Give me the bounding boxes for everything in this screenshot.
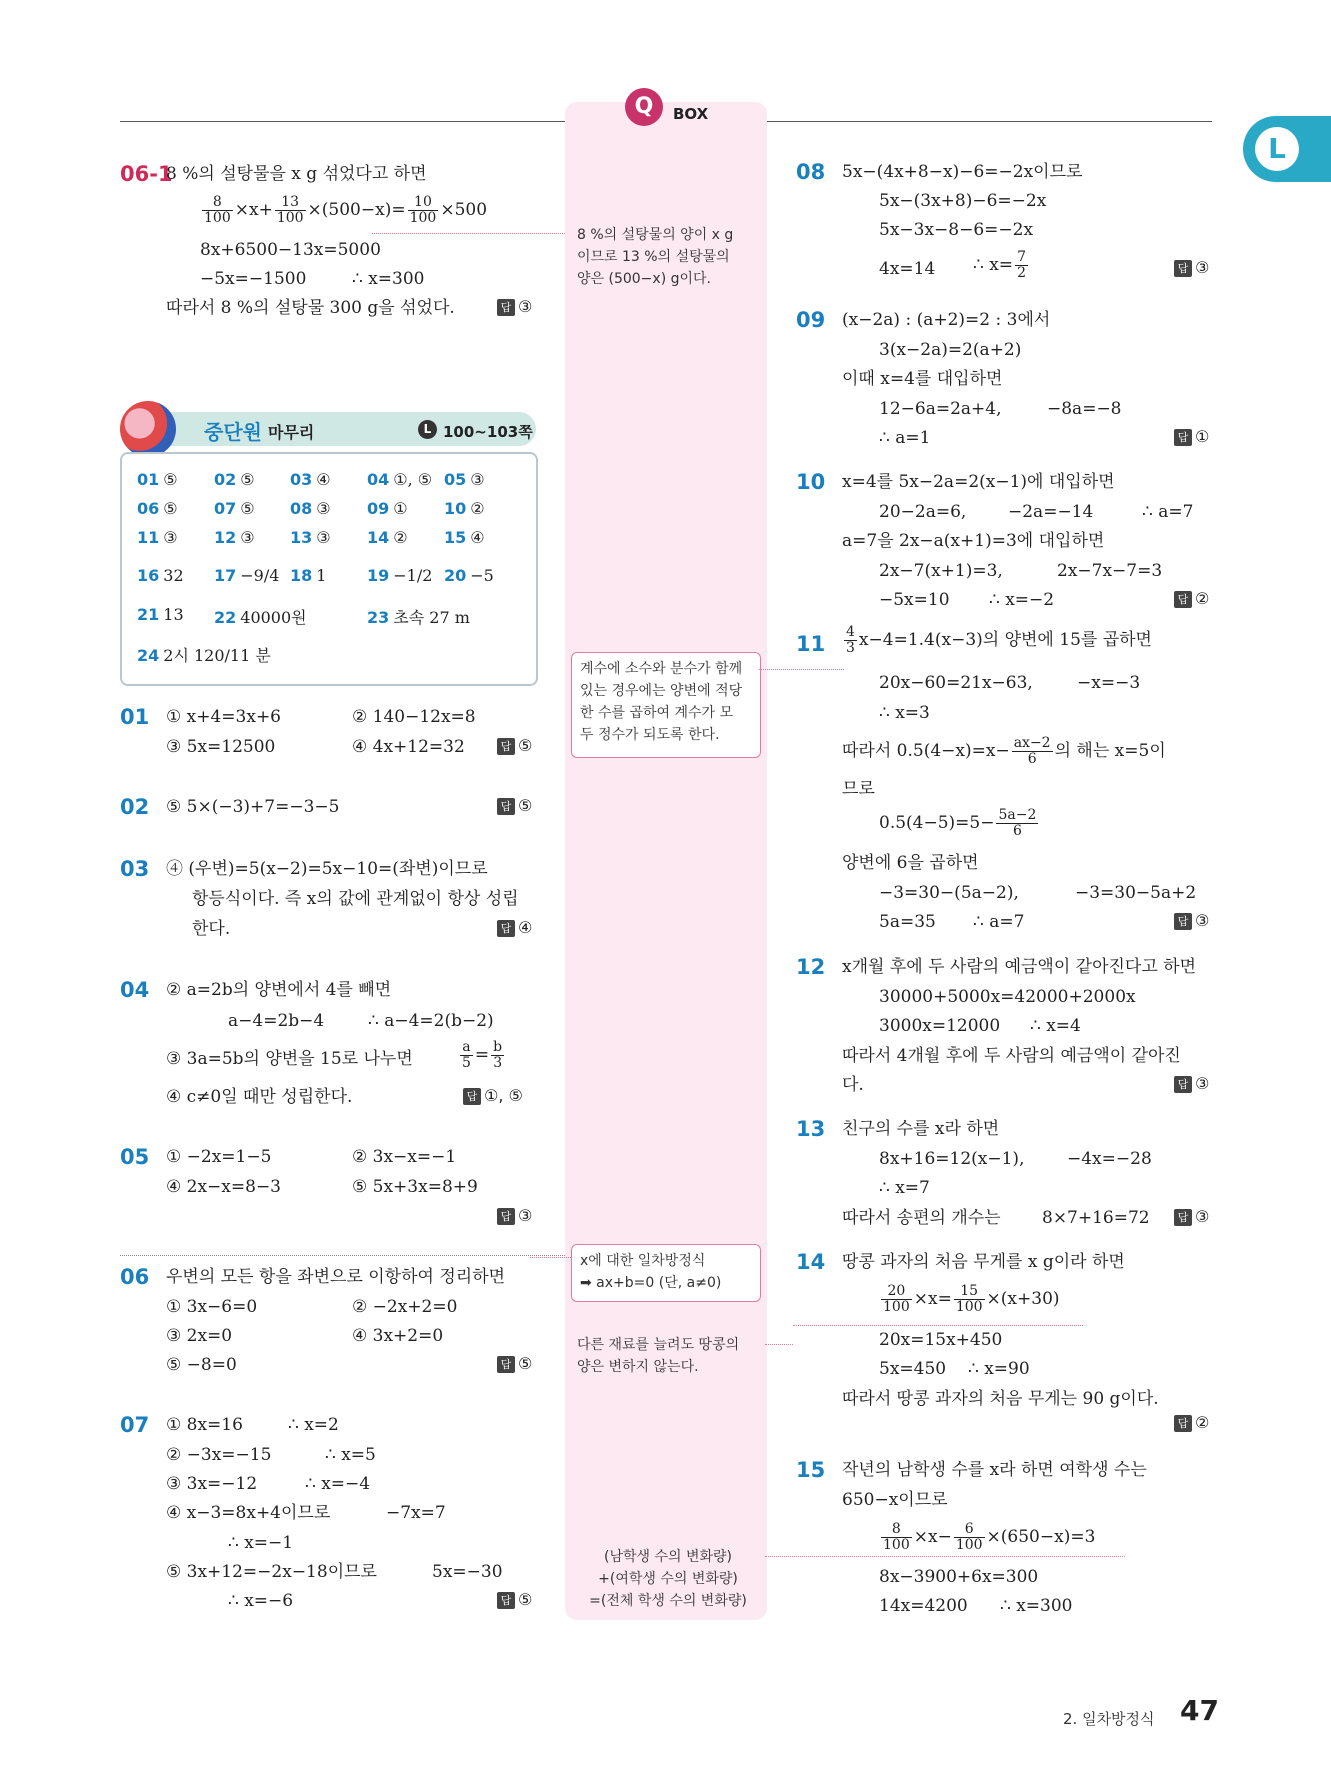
answer-mark: 답 ③ — [1174, 258, 1209, 277]
text-line: x개월 후에 두 사람의 예금액이 같아진다고 하면 — [842, 957, 1197, 977]
text-line: ① −2x=1−5 — [166, 1147, 272, 1167]
text-line: ∴ x=−1 — [228, 1533, 294, 1553]
text-line: ∴ a−4=2(b−2) — [368, 1011, 494, 1031]
text-line: 5x−(3x+8)−6=−2x — [879, 191, 1047, 211]
answer-mark: 답 ⑤ — [497, 1590, 532, 1609]
summary-item: 09 ① — [367, 499, 408, 518]
answer-mark: 답 ② — [1174, 1413, 1209, 1432]
summary-subtitle: 마무리 — [268, 423, 315, 442]
page-number: 47 — [1180, 1694, 1219, 1727]
text-line: ④ 3x+2=0 — [352, 1326, 444, 1346]
problem-number: 14 — [796, 1250, 826, 1274]
problem-number: 13 — [796, 1117, 826, 1141]
problem-number: 06 — [120, 1265, 150, 1289]
text-line: 5x−3x−8−6=−2x — [879, 220, 1034, 240]
text-line: ② −2x+2=0 — [352, 1297, 458, 1317]
text-line: −5x=10 — [879, 590, 950, 610]
answer-mark: 답 ③ — [497, 1206, 532, 1225]
text-line: ③ 5x=12500 — [166, 737, 276, 757]
side-tab-letter: L — [1255, 127, 1299, 171]
text-line: 20x=15x+450 — [879, 1330, 1003, 1350]
text-line: −7x=7 — [386, 1503, 446, 1523]
summary-item: 08 ③ — [290, 499, 331, 518]
header-rule-left — [120, 121, 565, 122]
summary-item: 07 ⑤ — [214, 499, 255, 518]
text-line: ③ 3a=5b의 양변을 15로 나누면 — [166, 1049, 413, 1069]
text-line: 친구의 수를 x라 하면 — [842, 1119, 1000, 1139]
text-line: ∴ x=−2 — [989, 590, 1055, 610]
summary-title: 중단원 — [204, 420, 262, 444]
text-line: x=4를 5x−2a=2(x−1)에 대입하면 — [842, 472, 1115, 492]
header-rule-right — [767, 121, 1212, 122]
equation-fraction: $\frac{a}{5}$ = $\frac{b}{3}$ — [462, 1039, 503, 1071]
equation-fraction: 0.5(4−5)=5− $\frac{5a-2}{6}$ — [879, 807, 1037, 839]
text-line: a−4=2b−4 — [228, 1011, 325, 1031]
text-line: 12−6a=2a+4, — [879, 399, 1002, 419]
problem-number: 11 — [796, 632, 826, 656]
text-line: ∴ x=7 — [879, 1178, 930, 1198]
text-line: ④ (우변)=5(x−2)=5x−10=(좌변)이므로 — [166, 859, 488, 879]
text-line: −4x=−28 — [1067, 1149, 1152, 1169]
problem-number: 04 — [120, 978, 150, 1002]
text-line: ⑤ 3x+12=−2x−18이므로 — [166, 1562, 377, 1582]
equation-fraction: $\frac{8}{100}$ ×x+ $\frac{13}{100}$ ×(500−x)= $\frac{10}{100}$ ×500 — [204, 194, 488, 226]
summary-item: 12 ③ — [214, 528, 255, 547]
qbox-note: 계수에 소수와 분수가 함께 있는 경우에는 양변에 적당 한 수를 곱하여 계수가 모 두 정수가 되도록 한다. — [580, 661, 743, 743]
problem-number: 10 — [796, 470, 826, 494]
summary-item: 10 ② — [444, 499, 485, 518]
text-line: 항등식이다. 즉 x의 값에 관계없이 항상 성립 — [192, 889, 519, 909]
text-line: ∴ a=1 — [879, 428, 931, 448]
text-line: 양변에 6을 곱하면 — [842, 853, 979, 873]
text-line: 5x=450 — [879, 1359, 947, 1379]
problem-number: 09 — [796, 308, 826, 332]
text-line: ∴ x=4 — [1030, 1016, 1081, 1036]
qbox-q-icon: Q — [625, 88, 663, 126]
summary-item: 14 ② — [367, 528, 408, 547]
text-line: 3(x−2a)=2(a+2) — [879, 340, 1022, 360]
text-line: 5x=−30 — [432, 1562, 503, 1582]
leader-line — [765, 1556, 1125, 1557]
text-line: ② 3x−x=−1 — [352, 1147, 457, 1167]
text-line: ① 8x=16 — [166, 1415, 243, 1435]
summary-item: 18 1 — [290, 566, 327, 585]
text-line: 14x=4200 — [879, 1596, 968, 1616]
problem-number: 01 — [120, 705, 150, 729]
summary-item: 02 ⑤ — [214, 470, 255, 489]
text-line: −2a=−14 — [1008, 502, 1094, 522]
text-line: ∴ x=5 — [325, 1445, 376, 1465]
summary-item: 20 −5 — [444, 566, 494, 585]
text-line: ① x+4=3x+6 — [166, 707, 281, 727]
text-line: −3=30−(5a−2), — [879, 883, 1019, 903]
answer-mark: 답 ①, ⑤ — [463, 1086, 523, 1105]
text-line: −x=−3 — [1077, 673, 1141, 693]
text-line: 20−2a=6, — [879, 502, 967, 522]
text-line: ③ 2x=0 — [166, 1326, 233, 1346]
problem-number: 05 — [120, 1145, 150, 1169]
problem-number: 08 — [796, 160, 826, 184]
text-line: 8 %의 설탕물을 x g 섞었다고 하면 — [166, 164, 427, 184]
text-line: 8x−3900+6x=300 — [879, 1567, 1039, 1587]
text-line: ∴ x=2 — [288, 1415, 339, 1435]
answer-mark: 답 ⑤ — [497, 796, 532, 815]
text-line: ∴ a=7 — [973, 912, 1025, 932]
text-line: 30000+5000x=42000+2000x — [879, 987, 1136, 1007]
summary-item: 19 −1/2 — [367, 566, 433, 585]
text-line: 한다. — [192, 919, 231, 939]
equation-fraction: ∴ x= $\frac{7}{2}$ — [973, 249, 1026, 281]
text-line: −3=30−5a+2 — [1075, 883, 1197, 903]
text-line: −8a=−8 — [1047, 399, 1122, 419]
summary-item: 17 −9/4 — [214, 566, 280, 585]
text-line: ∴ x=3 — [879, 703, 930, 723]
text-line: 므로 — [842, 779, 875, 799]
summary-item: 23 초속 27 m — [367, 608, 470, 627]
answer-mark: 답 ③ — [1174, 1074, 1209, 1093]
text-line: −5x=−1500 — [200, 269, 307, 289]
text-line: (x−2a) : (a+2)=2 : 3에서 — [842, 310, 1051, 330]
text-line: ⑤ −8=0 — [166, 1355, 237, 1375]
text-line: 20x−60=21x−63, — [879, 673, 1033, 693]
answer-mark: 답 ⑤ — [497, 736, 532, 755]
answer-mark: 답 ② — [1174, 589, 1209, 608]
summary-item: 15 ④ — [444, 528, 485, 547]
leader-line — [759, 669, 844, 670]
equation-fraction: $\frac{8}{100}$ ×x− $\frac{6}{100}$ ×(650−x)=3 — [883, 1521, 1096, 1553]
leader-line — [372, 233, 565, 234]
summary-item: 13 ③ — [290, 528, 331, 547]
text-line: ∴ a=7 — [1142, 502, 1194, 522]
text-line: 따라서 땅콩 과자의 처음 무게는 90 g이다. — [842, 1389, 1159, 1409]
text-line: 8x+16=12(x−1), — [879, 1149, 1025, 1169]
answer-mark: 답 ⑤ — [497, 1354, 532, 1373]
qbox-note: 8 %의 설탕물의 양이 x g 이므로 13 %의 설탕물의 양은 (500−x) g이다. — [577, 227, 734, 287]
qbox-note: (남학생 수의 변화량) +(여학생 수의 변화량) =(전체 학생 수의 변화량) — [589, 1549, 747, 1609]
text-line: 따라서 4개월 후에 두 사람의 예금액이 같아진 — [842, 1046, 1181, 1066]
summary-item: 21 13 — [137, 605, 184, 624]
text-line: 다. — [842, 1075, 864, 1095]
text-line: ∴ x=−4 — [305, 1474, 371, 1494]
qbox-note: 다른 재료를 늘려도 땅콩의 양은 변하지 않는다. — [577, 1337, 740, 1375]
summary-item: 03 ④ — [290, 470, 331, 489]
l-page-icon: L — [418, 420, 437, 439]
summary-item: 01 ⑤ — [137, 470, 178, 489]
text-line: 이때 x=4를 대입하면 — [842, 369, 1003, 389]
equation-fraction: $\frac{4}{3}$ x−4=1.4(x−3)의 양변에 15를 곱하면 — [846, 624, 1152, 656]
text-line: ④ 4x+12=32 — [352, 737, 465, 757]
text-line: 8×7+16=72 — [1042, 1208, 1150, 1228]
answer-mark: 답 ④ — [497, 918, 532, 937]
summary-item: 05 ③ — [444, 470, 485, 489]
text-line: 땅콩 과자의 처음 무게를 x g이라 하면 — [842, 1252, 1125, 1272]
text-line: ④ x−3=8x+4이므로 — [166, 1503, 331, 1523]
section-rule — [120, 1255, 565, 1256]
text-line: 5a=35 — [879, 912, 936, 932]
text-line: ∴ x=300 — [1000, 1596, 1073, 1616]
text-line: 작년의 남학생 수를 x라 하면 여학생 수는 — [842, 1460, 1147, 1480]
qbox-note: x에 대한 일차방정식 ➡ ax+b=0 (단, a≠0) — [580, 1253, 722, 1291]
text-line: ④ c≠0일 때만 성립한다. — [166, 1087, 353, 1107]
summary-item: 06 ⑤ — [137, 499, 178, 518]
text-line: ∴ x=300 — [352, 269, 425, 289]
text-line: 8x+6500−13x=5000 — [200, 240, 381, 260]
problem-number: 12 — [796, 955, 826, 979]
text-line: ⑤ 5x+3x=8+9 — [352, 1177, 478, 1197]
leader-line — [530, 1257, 571, 1258]
text-line: 우변의 모든 항을 좌변으로 이항하여 정리하면 — [166, 1267, 506, 1287]
text-line: ① 3x−6=0 — [166, 1297, 258, 1317]
problem-number: 06-1 — [120, 162, 173, 186]
problem-number: 02 — [120, 795, 150, 819]
text-line: 따라서 송편의 개수는 — [842, 1208, 1001, 1228]
summary-circle-icon — [120, 401, 176, 457]
summary-item: 24 2시 120/11 분 — [137, 646, 271, 665]
problem-number: 03 — [120, 857, 150, 881]
text-line: 5x−(4x+8−x)−6=−2x이므로 — [842, 162, 1083, 182]
text-line: ② 140−12x=8 — [352, 707, 476, 727]
equation-fraction: $\frac{20}{100}$ ×x= $\frac{15}{100}$ ×(x+30) — [883, 1283, 1060, 1315]
equation-fraction: 따라서 0.5(4−x)=x− $\frac{ax-2}{6}$ 의 해는 x=5이 — [842, 735, 1166, 767]
leader-line — [793, 1325, 1083, 1326]
text-line: a=7을 2x−a(x+1)=3에 대입하면 — [842, 531, 1105, 551]
summary-item: 04 ①, ⑤ — [367, 470, 433, 489]
summary-item: 11 ③ — [137, 528, 178, 547]
text-line: ④ 2x−x=8−3 — [166, 1177, 281, 1197]
text-line: 따라서 8 %의 설탕물 300 g을 섞었다. — [166, 298, 455, 318]
summary-item: 22 40000원 — [214, 608, 307, 627]
qbox-column — [565, 102, 767, 1620]
problem-number: 07 — [120, 1413, 150, 1437]
text-line: 2x−7(x+1)=3, — [879, 561, 1003, 581]
text-line: ∴ x=−6 — [228, 1591, 294, 1611]
text-line: 2x−7x−7=3 — [1057, 561, 1163, 581]
text-line: 3000x=12000 — [879, 1016, 1001, 1036]
text-line: ⑤ 5×(−3)+7=−3−5 — [166, 797, 340, 817]
text-line: 4x=14 — [879, 259, 936, 279]
footer-chapter: 2. 일차방정식 — [1063, 1710, 1155, 1728]
summary-item: 16 32 — [137, 566, 184, 585]
summary-pages: 100~103쪽 — [443, 423, 533, 441]
leader-line — [765, 1344, 793, 1345]
text-line: ② a=2b의 양변에서 4를 빼면 — [166, 980, 392, 1000]
text-line: ∴ x=90 — [968, 1359, 1030, 1379]
text-line: 650−x이므로 — [842, 1490, 948, 1510]
answer-mark: 답 ① — [1174, 427, 1209, 446]
answer-mark: 답 ③ — [1174, 911, 1209, 930]
answer-mark: 답 ③ — [1174, 1207, 1209, 1226]
qbox-label: BOX — [673, 105, 709, 123]
text-line: ③ 3x=−12 — [166, 1474, 258, 1494]
problem-number: 15 — [796, 1458, 826, 1482]
answer-mark: 답 ③ — [497, 297, 532, 316]
text-line: ② −3x=−15 — [166, 1445, 272, 1465]
